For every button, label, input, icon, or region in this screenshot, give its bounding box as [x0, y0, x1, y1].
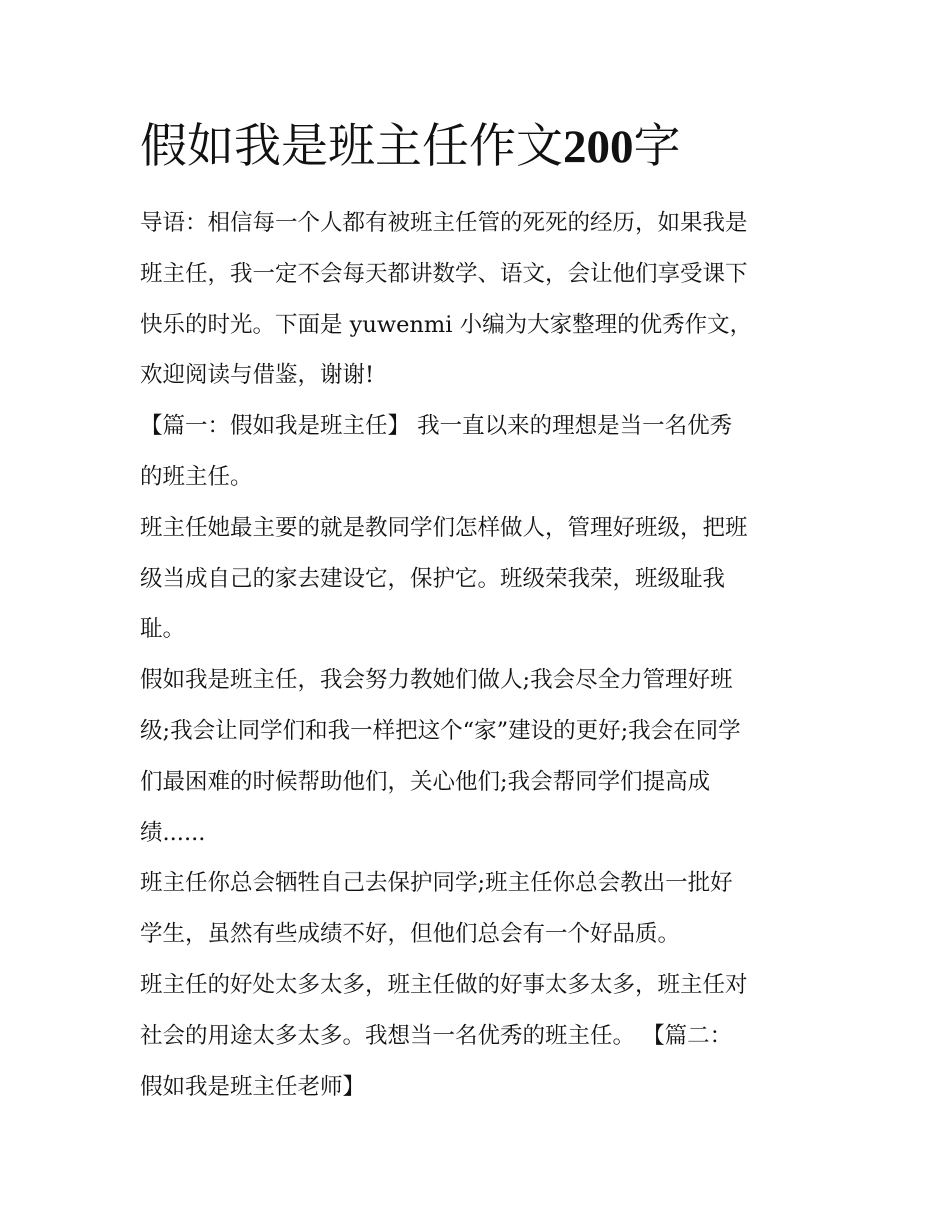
- text-line: 们最困难的时候帮助他们，关心他们;我会帮同学们提高成: [140, 768, 711, 795]
- text-line: 耻。: [140, 616, 186, 643]
- text-line: 学生，虽然有些成绩不好，但他们总会有一个好品质。: [140, 921, 681, 948]
- text-line: 社会的用途太多太多。我想当一名优秀的班主任。 【篇二：: [140, 1022, 733, 1049]
- text-line: 班主任你总会牺牲自己去保护同学;班主任你总会教出一批好: [140, 870, 733, 897]
- text-line: 假如我是班主任老师】: [140, 1073, 366, 1100]
- text-line: 欢迎阅读与借鉴，谢谢!: [140, 362, 375, 389]
- text-line: 班主任，我一定不会每天都讲数学、语文，会让他们享受课下: [140, 260, 748, 287]
- text-line: 班主任的好处太多太多，班主任做的好事太多太多，班主任对: [140, 971, 748, 998]
- title-number: 200: [563, 121, 634, 173]
- text-line: 级;我会让同学们和我一样把这个“家”建设的更好;我会在同学: [140, 717, 741, 744]
- text-line: 绩......: [140, 819, 206, 846]
- document-title: [140, 112, 840, 182]
- text-line: 导语：相信每一个人都有被班主任管的死死的经历，如果我是: [140, 210, 748, 236]
- text-line: 假如我是班主任，我会努力教她们做人;我会尽全力管理好班: [140, 667, 733, 694]
- title-text: 假如我是班主任作文: [140, 119, 563, 174]
- text-line: 快乐的时光。下面是 yuwenmi 小编为大家整理的优秀作文，: [140, 311, 753, 338]
- text-line: 级当成自己的家去建设它，保护它。班级荣我荣，班级耻我: [140, 565, 726, 592]
- text-line: 的班主任。: [140, 463, 253, 490]
- text-line: 班主任她最主要的就是教同学们怎样做人，管理好班级，把班: [140, 514, 748, 541]
- document-body: [140, 198, 820, 1112]
- title-suffix: 字: [633, 119, 681, 174]
- text-line: 【篇一：假如我是班主任】 我一直以来的理想是当一名优秀: [140, 413, 733, 440]
